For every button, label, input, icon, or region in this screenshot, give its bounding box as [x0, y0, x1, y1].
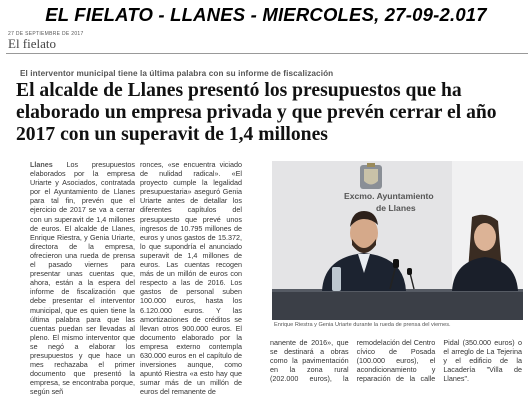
article-byline: Llanes: [30, 160, 53, 169]
article-column-1-text: Los presupuestos elaborados por la empresa Uriarte y Asociados, contratada por el Ayuntamiento de Llanes para tal fin, prevén que el ejercicio de 2017 se va a cerrar con un superavit de 1,4 millones de euros. El alcalde de Llanes, Enrique Riestra, y Genia Uriarte, directora de la empresa, ofrecieron una rueda de prensa el pasado viernes para presentar unas cuentas que, ahora, están a la espera del informe de fiscalización que debe presentar el interventor municipal, que es quien tiene la última palabra para que las cuentas puedan ser llevadas al pleno. El mismo interventor que se negó a elaborar los presupuestos y que hace un mes rechazaba el primer documento que presentó la empresa, se encontraba porque, según señ: [30, 160, 135, 397]
press-conference-photo: [272, 161, 523, 320]
masthead-rule: [6, 53, 528, 54]
article-kicker: El interventor municipal tiene la última palabra con su informe de fiscalización: [20, 69, 334, 78]
article-column-1: [30, 160, 135, 403]
town-crest-icon: [360, 163, 382, 189]
article-column-2: [140, 160, 242, 403]
article-headline: El alcalde de Llanes presentó los presupuestos que ha elaborado un empresa privada y que prevén cerrar el año 2017 con un superavit de 1,4 millones: [16, 80, 497, 145]
newspaper-banner: EL FIELATO - LLANES - MIERCOLES, 27-09-2.017: [45, 4, 487, 25]
backdrop-text-line-1: Excmo. Ayuntamiento: [344, 191, 434, 201]
masthead-date: 27 DE SEPTIEMBRE DE 2017: [8, 31, 84, 37]
photo-caption: Enrique Riestra y Genia Uriarte durante la rueda de prensa del viernes.: [274, 322, 451, 328]
masthead-logo: El fielato: [8, 36, 57, 51]
article-column-2-text: ronces, «se encuentra viciado de nulidad radical». «El proyecto cumple la legalidad presupuestaria» aseguró Genia Uriarte antes de detallar los diferentes capítulos del presupuesto que prevé unos ingresos de 10.795 millones de euros y unos gastos de 15.372, lo que supondría el anunciado superavit de 1,4 millones de euros. Las cuentas recogen más de un millón de euros con respecto a las de 2016. Los gastos de personal suben 100.000 euros, hasta los 6.120.000 euros. Y las amortizaciones de créditos se llevan otros 900.000 euros. El documento elaborado por la empresa externo contempla 630.000 euros en el capítulo de inversiones aunque, como apuntó Riestra «a esto hay que sumar más de un millón de euros del remanente de: [140, 160, 242, 397]
photo-illustration: [272, 161, 523, 320]
article-column-3-text: nanente de 2016», que se destinará a obras como la pavimentación en la zona rural (202.000 euros), la remodelación del Centro cívico de Posada (100.000 euros), el acondicionamiento y reparación de la calle Pidal (350.000 euros) o el arreglo de La Tejerina y el edificio de la Lacadería "Villa de Llanes".: [270, 338, 522, 384]
article-column-3: [270, 338, 522, 403]
backdrop-text-line-2: de Llanes: [376, 203, 416, 213]
